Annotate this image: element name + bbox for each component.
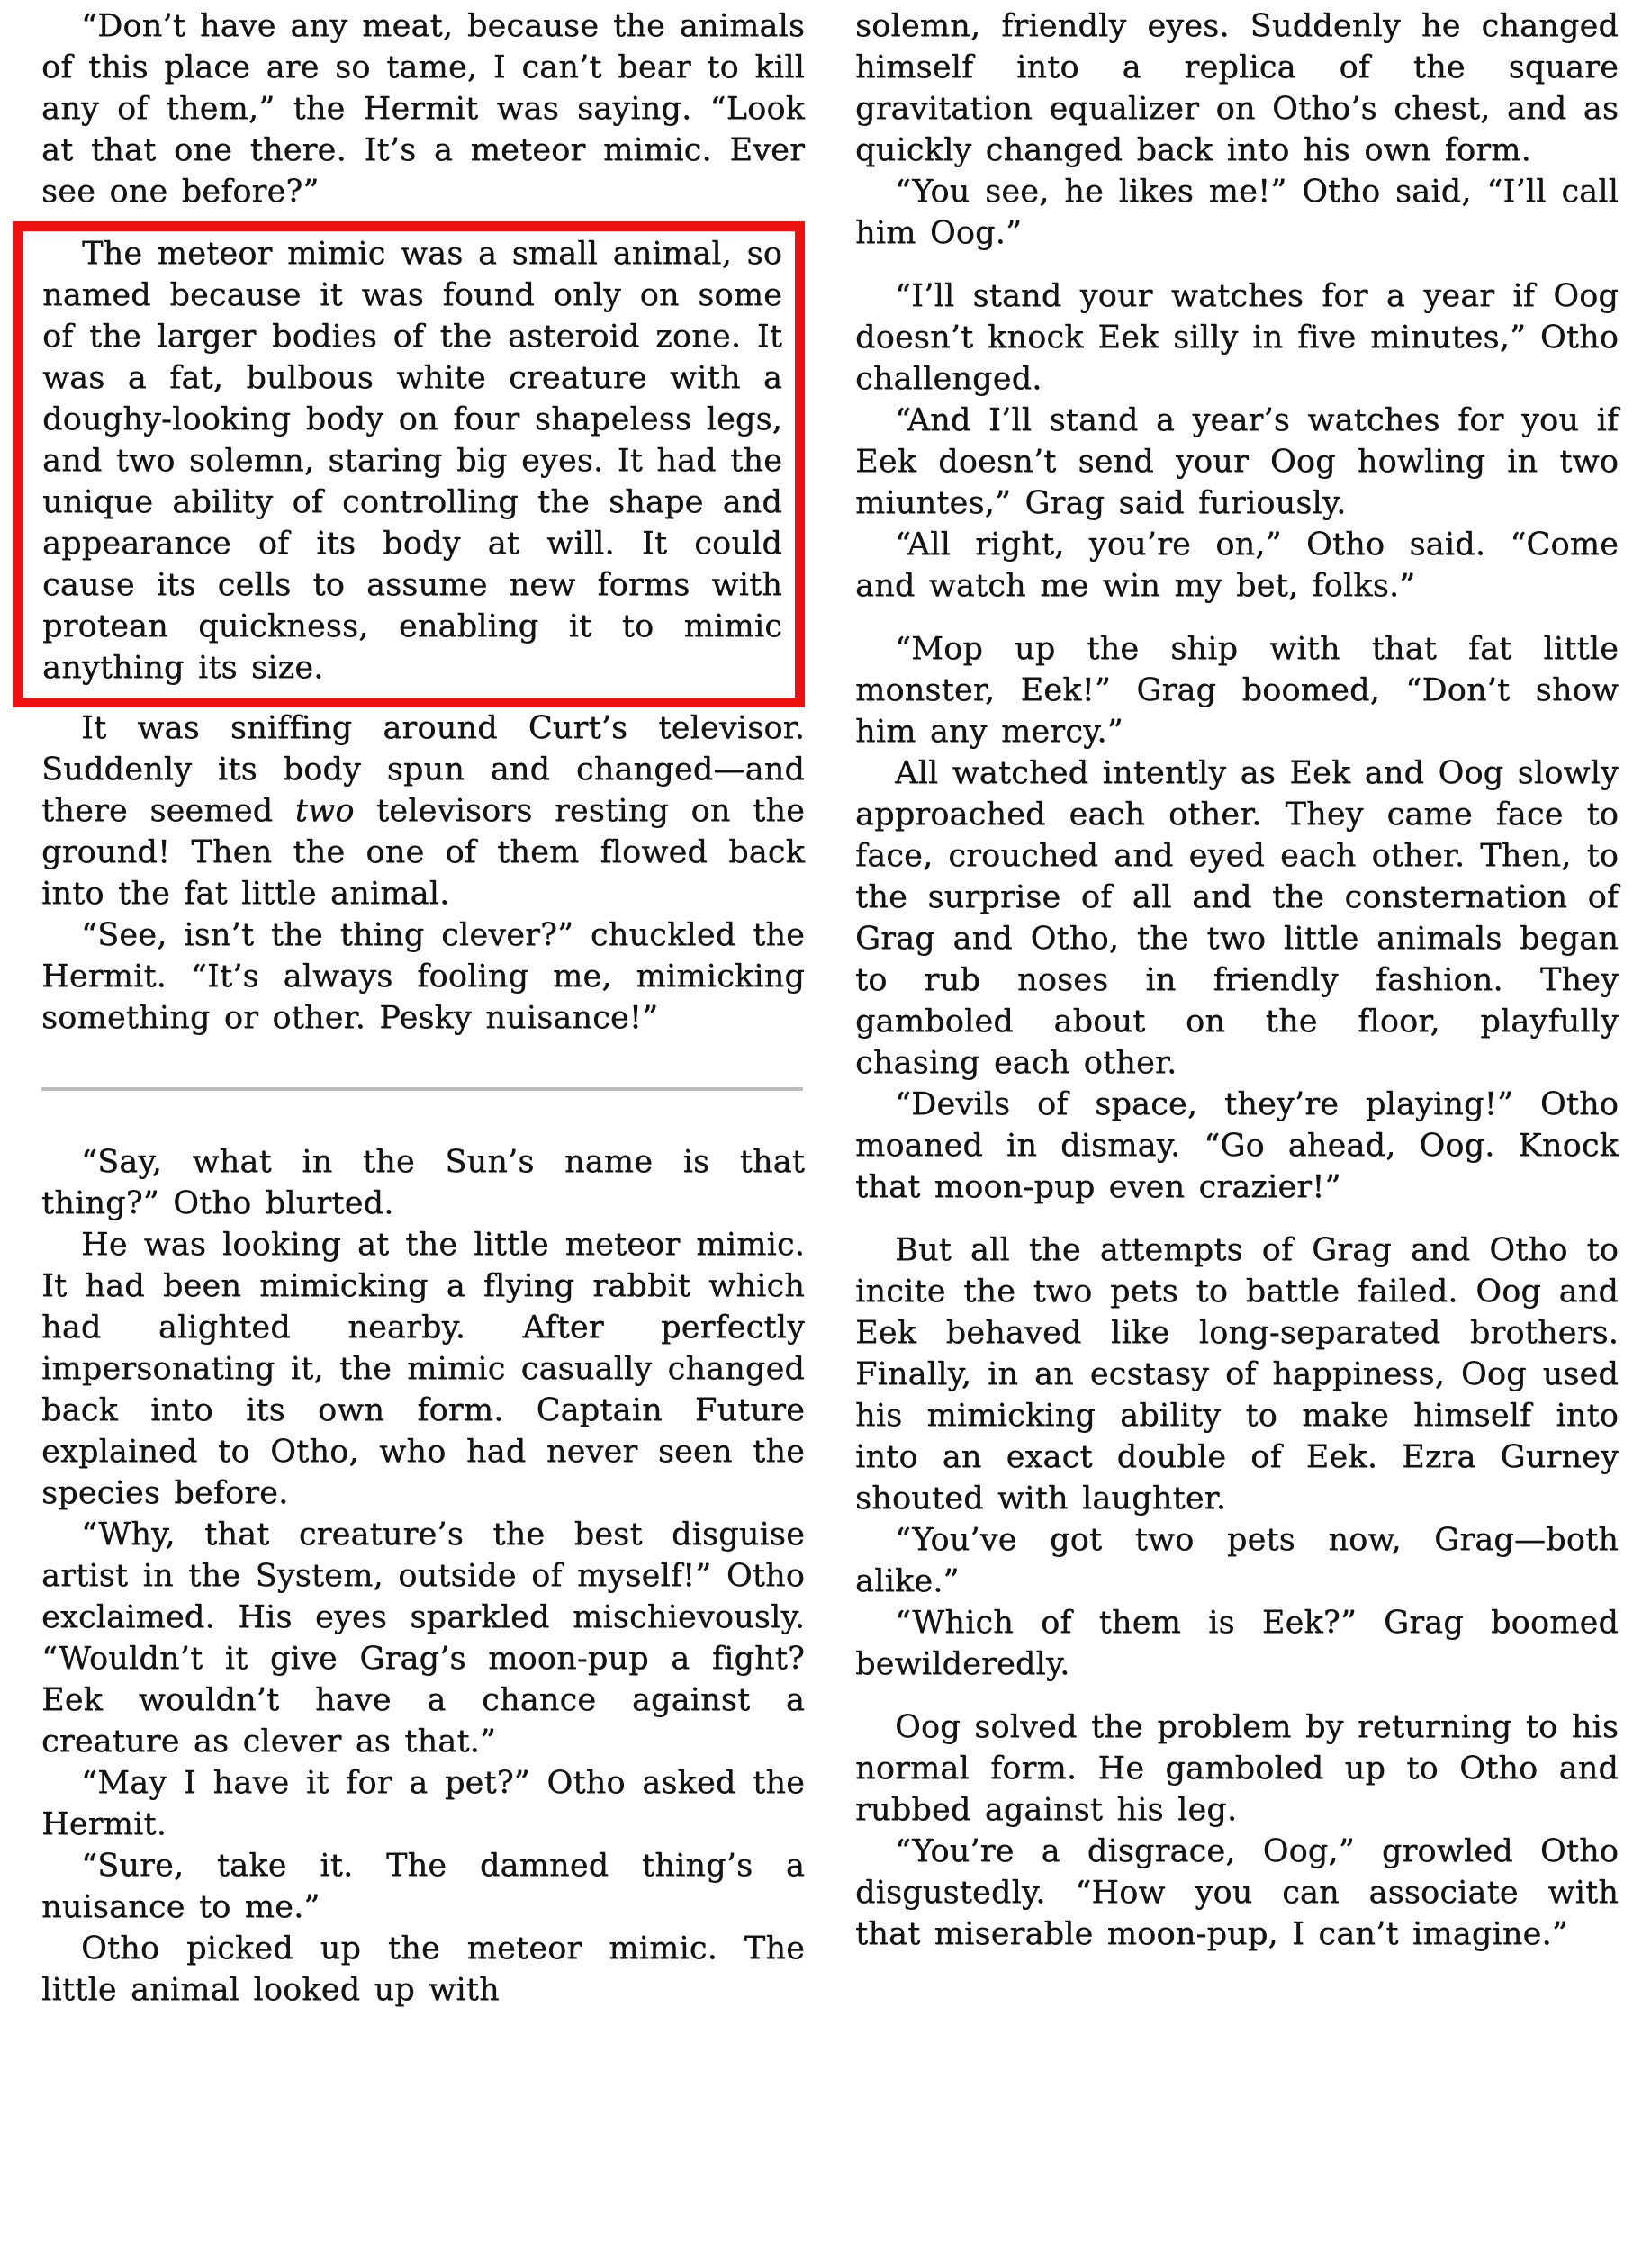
paragraph-text: It was sniffing around Curt’s televisor. Suddenly its body spun and changed—and there seemed — [41, 710, 805, 829]
paragraph: “Why, that creature’s the best disguise artist in the System, outside of myself!” Otho exclaimed. His eyes sparkled mischievously. “Wouldn’t it give Grag’s moon-pup a fight? Eek wouldn’t have a chance against a creature as clever as that.” — [41, 1516, 805, 1760]
section-divider — [41, 1087, 803, 1091]
paragraph: “All right, you’re on,” Otho said. “Come and watch me win my bet, folks.” — [855, 526, 1619, 604]
paragraph: “Don’t have any meat, because the animals of this place are so tame, I can’t bear to kill any of them,” the Hermit was saying. “Look at that one there. It’s a meteor mimic. Ever see one before?” — [41, 8, 805, 210]
paragraph: He was looking at the little meteor mimic. It had been mimicking a flying rabbit which had alighted nearby. After perfectly impersonating it, the mimic casually changed back into its own form. Captain Future explained to Otho, who had never seen the species before. — [41, 1227, 805, 1511]
paragraph: “Which of them is Eek?” Grag boomed bewilderedly. — [855, 1605, 1619, 1682]
paragraph: “You see, he likes me!” Otho said, “I’ll call him Oog.” — [855, 174, 1619, 251]
highlighted-paragraph: The meteor mimic was a small animal, so named because it was found only on some of the larger bodies of the asteroid zone. It was a fat, bulbous white creature with a doughy-looking body on four shapeless legs, and two solemn, staring big eyes. It had the unique ability of controlling the shape and appearance of its body at will. It could cause its cells to assume new forms with protean quickness, enabling it to mimic anything its size. — [42, 236, 782, 686]
paragraph: “Mop up the ship with that fat little monster, Eek!” Grag boomed, “Don’t show him any mercy.” — [855, 631, 1619, 750]
paragraph: “I’ll stand your watches for a year if Oog doesn’t knock Eek silly in five minutes,” Otho challenged. — [855, 278, 1619, 397]
highlight-box — [13, 221, 805, 707]
paragraph: But all the attempts of Grag and Otho to incite the two pets to battle failed. Oog and Eek behaved like long-separated brothers. Finally, in an ecstasy of happiness, Oog used his mimicking ability to make himself into into an exact double of Eek. Ezra Gurney shouted with laughter. — [855, 1232, 1619, 1516]
right-column — [855, 5, 1619, 2268]
paragraph: Otho picked up the meteor mimic. The little animal looked up with — [41, 1930, 805, 2008]
paragraph — [41, 707, 805, 914]
paragraph: “Sure, take it. The damned thing’s a nuisance to me.” — [41, 1848, 805, 1925]
paragraph: All watched intently as Eek and Oog slowly approached each other. They came face to face, crouched and eyed each other. Then, to the surprise of all and the consternation of Grag and Otho, the two little animals began to rub noses in friendly fashion. They gamboled about on the floor, playfully chasing each other. — [855, 755, 1619, 1081]
paragraph: “See, isn’t the thing clever?” chuckled the Hermit. “It’s always fooling me, mimicking something or other. Pesky nuisance!” — [41, 917, 805, 1036]
paragraph: “You’re a disgrace, Oog,” growled Otho disgustedly. “How you can associate with that miserable moon-pup, I can’t imagine.” — [855, 1833, 1619, 1952]
paragraph: Oog solved the problem by returning to his normal form. He gamboled up to Otho and rubbed against his leg. — [855, 1709, 1619, 1828]
paragraph-text: televisors resting on the ground! Then the one of them flowed back into the fat little animal. — [41, 793, 805, 912]
paragraph: “And I’ll stand a year’s watches for you if Eek doesn’t send your Oog howling in two miuntes,” Grag said furiously. — [855, 402, 1619, 521]
paragraph: “Say, what in the Sun’s name is that thing?” Otho blurted. — [41, 1144, 805, 1221]
italic-word: two — [294, 793, 355, 829]
left-column — [41, 5, 805, 2268]
paragraph: solemn, friendly eyes. Suddenly he changed himself into a replica of the square gravitation equalizer on Otho’s chest, and as quickly changed back into his own form. — [855, 8, 1619, 168]
paragraph: “You’ve got two pets now, Grag—both alike.” — [855, 1522, 1619, 1599]
paragraph: “May I have it for a pet?” Otho asked the Hermit. — [41, 1765, 805, 1842]
paragraph: “Devils of space, they’re playing!” Otho moaned in dismay. “Go ahead, Oog. Knock that moon-pup even crazier!” — [855, 1086, 1619, 1205]
